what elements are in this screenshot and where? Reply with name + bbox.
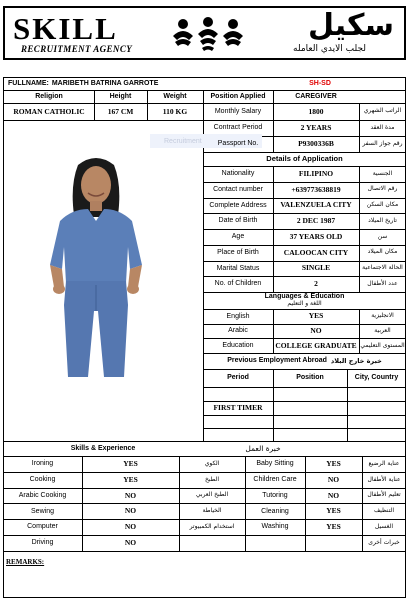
application-row-label: Age	[231, 233, 245, 241]
skill-cell-r-ar: خبرات أخرى	[368, 538, 400, 546]
application-row-ar: سن	[377, 232, 388, 240]
application-row-value: SINGLE	[301, 263, 331, 273]
skill-cell-l-label: Driving	[31, 539, 54, 547]
brand-tagline-ar: لجلب الايدي العامله	[293, 44, 366, 54]
col-divider	[245, 456, 246, 551]
agency-banner	[3, 6, 406, 60]
application-row-ar: مكان الميلاد	[367, 248, 398, 256]
education-row-value: NO	[310, 326, 322, 336]
education-row-ar: الانجليزية	[371, 312, 394, 320]
skill-cell-l-val: NO	[124, 506, 137, 516]
col-divider	[359, 166, 360, 292]
col-position: Position	[296, 374, 324, 382]
application-row-ar: رقم الاتصال	[367, 185, 398, 193]
application-row-label: Contact number	[213, 185, 263, 193]
application-row-value: 2 DEC 1987	[296, 216, 336, 226]
application-row-label: Place of Birth	[217, 248, 259, 256]
skill-cell-r-label: Washing	[261, 523, 289, 531]
skill-cell-l-ar: الكوي	[204, 459, 220, 467]
contract-ar: مدة العقد	[370, 123, 395, 131]
salary-label: Monthly Salary	[214, 107, 262, 115]
people-logo-icon	[169, 14, 247, 56]
skill-cell-l-label: Computer	[27, 523, 58, 531]
passport-label: Passport No.	[217, 140, 259, 148]
education-title-ar: اللغة و التعليم	[287, 300, 322, 307]
skill-cell-l-val: NO	[124, 490, 137, 500]
religion-label: Religion	[35, 92, 63, 100]
skill-cell-r-label: Baby Sitting	[256, 460, 294, 468]
application-row-label: Marital Status	[216, 264, 260, 272]
application-row-value: 37 YEARS OLD	[289, 231, 343, 241]
col-divider	[273, 166, 274, 292]
fullname-row	[5, 78, 205, 90]
application-row-ar: تاريخ الميلاد	[368, 216, 397, 224]
employment-title-en: Previous Employment Abroad	[227, 357, 327, 365]
brand-tagline-en: RECRUITMENT AGENCY	[21, 44, 133, 54]
education-row-value: COLLEGE GRADUATE	[275, 340, 357, 350]
contract-value: 2 YEARS	[300, 123, 332, 133]
skill-cell-l-ar: استخدام الكمبيوتر	[189, 522, 235, 530]
col-divider	[82, 456, 83, 551]
skill-cell-r-ar: تعليم الأطفال	[367, 491, 401, 499]
application-row-ar: الجنسية	[372, 169, 393, 177]
height-label: Height	[109, 92, 132, 100]
application-row-label: Complete Address	[209, 201, 267, 209]
education-row-ar: المستوى التعليمي	[360, 341, 405, 349]
skill-cell-l-label: Cooking	[29, 476, 56, 484]
col-divider	[359, 309, 360, 353]
position-label: Position Applied	[210, 92, 266, 100]
application-row-label: No. of Children	[214, 280, 262, 288]
skill-cell-r-ar: التنظيف	[373, 507, 395, 515]
application-row-ar: مكان السكن	[366, 201, 399, 209]
col-divider	[362, 456, 363, 551]
skill-cell-r-label	[245, 535, 305, 551]
skill-cell-r-val: YES	[326, 506, 341, 516]
passport-value: P9300336B	[298, 139, 334, 149]
position-value: CAREGIVER	[295, 92, 337, 100]
skill-cell-l-val: NO	[124, 537, 137, 547]
salary-value: 1800	[308, 106, 324, 116]
salary-ar: الراتب الشهري	[363, 107, 402, 115]
brand-name-en: SKILL	[13, 11, 118, 46]
skill-cell-r-label: Tutoring	[262, 491, 288, 499]
skills-title-ar: خبرة العمل	[245, 443, 281, 453]
contract-label: Contract Period	[213, 124, 263, 132]
watermark-badge: Recruitment	[150, 134, 262, 148]
employment-title	[203, 353, 406, 369]
religion-value: ROMAN CATHOLIC	[13, 106, 85, 116]
education-row-label: Arabic	[228, 327, 248, 335]
fullname-value: MARIBETH BATRINA GARROTE	[51, 80, 159, 88]
col-divider	[273, 309, 274, 353]
skill-cell-r-val	[305, 535, 362, 551]
skill-cell-l-label: Arabic Cooking	[18, 491, 67, 499]
skill-cell-l-ar: الخياطة	[202, 507, 222, 515]
skill-cell-r-ar: عناية الأطفال	[367, 475, 401, 483]
weight-label: Weight	[163, 92, 187, 100]
passport-ar: رقم جواز السفر	[362, 139, 403, 147]
col-period: Period	[227, 374, 249, 382]
application-row-value: 2	[314, 279, 318, 289]
col-divider	[179, 456, 180, 551]
skill-cell-l-ar: الطبخ	[204, 475, 220, 483]
skill-cell-l-label: Sewing	[31, 507, 54, 515]
skill-cell-r-val: NO	[327, 474, 340, 484]
col-divider	[305, 456, 306, 551]
applicant-code: SH-SD	[309, 80, 331, 88]
application-row-value: FILIPINO	[298, 168, 334, 178]
education-row-label: Education	[222, 341, 254, 349]
skill-cell-r-val: YES	[326, 458, 341, 468]
application-title: Details of Application	[266, 154, 343, 164]
remarks-label: REMARKS:	[6, 558, 45, 567]
education-row-ar: العربية	[374, 326, 391, 334]
education-row-label: English	[226, 312, 250, 320]
education-title: Languages & Education	[264, 292, 345, 300]
weight-value: 110 KG	[162, 106, 188, 116]
skill-cell-l-ar: الطبخ العربي	[195, 491, 229, 499]
skill-cell-r-val: YES	[326, 522, 341, 532]
application-row-value: VALENZUELA CITY	[280, 200, 352, 210]
skill-cell-r-val: NO	[327, 490, 340, 500]
skill-cell-l-ar	[179, 535, 245, 551]
education-row-value: YES	[308, 311, 324, 321]
applicant-photo	[38, 155, 154, 381]
skill-cell-r-ar: الغسيل	[374, 522, 394, 530]
first-timer: FIRST TIMER	[213, 403, 263, 413]
fullname-label: FULLNAME:	[8, 80, 49, 88]
skill-cell-l-val: YES	[123, 474, 138, 484]
skill-cell-r-label: Cleaning	[261, 507, 289, 515]
application-row-value: CALOOCAN CITY	[283, 247, 349, 257]
skill-cell-r-label: Children Care	[253, 476, 297, 484]
brand-name-ar: سكيل	[308, 8, 394, 43]
skill-cell-r-ar: عناية الرضيع	[368, 459, 400, 467]
application-row-ar: عدد الأطفال	[367, 279, 398, 287]
employment-title-ar: خبرة خارج البلاد	[330, 356, 382, 365]
application-row-value: +639773638819	[291, 184, 341, 194]
application-row-label: Date of Birth	[218, 217, 258, 225]
height-value: 167 CM	[107, 106, 134, 116]
skill-cell-l-val: NO	[124, 522, 137, 532]
skill-cell-l-label: Ironing	[31, 460, 54, 468]
col-city: City, Country	[354, 374, 399, 382]
application-row-ar: الحالة الاجتماعية	[362, 264, 403, 272]
skill-cell-l-val: YES	[123, 458, 138, 468]
application-row-label: Nationality	[221, 170, 255, 178]
skills-title: Skills & Experience	[70, 444, 136, 452]
